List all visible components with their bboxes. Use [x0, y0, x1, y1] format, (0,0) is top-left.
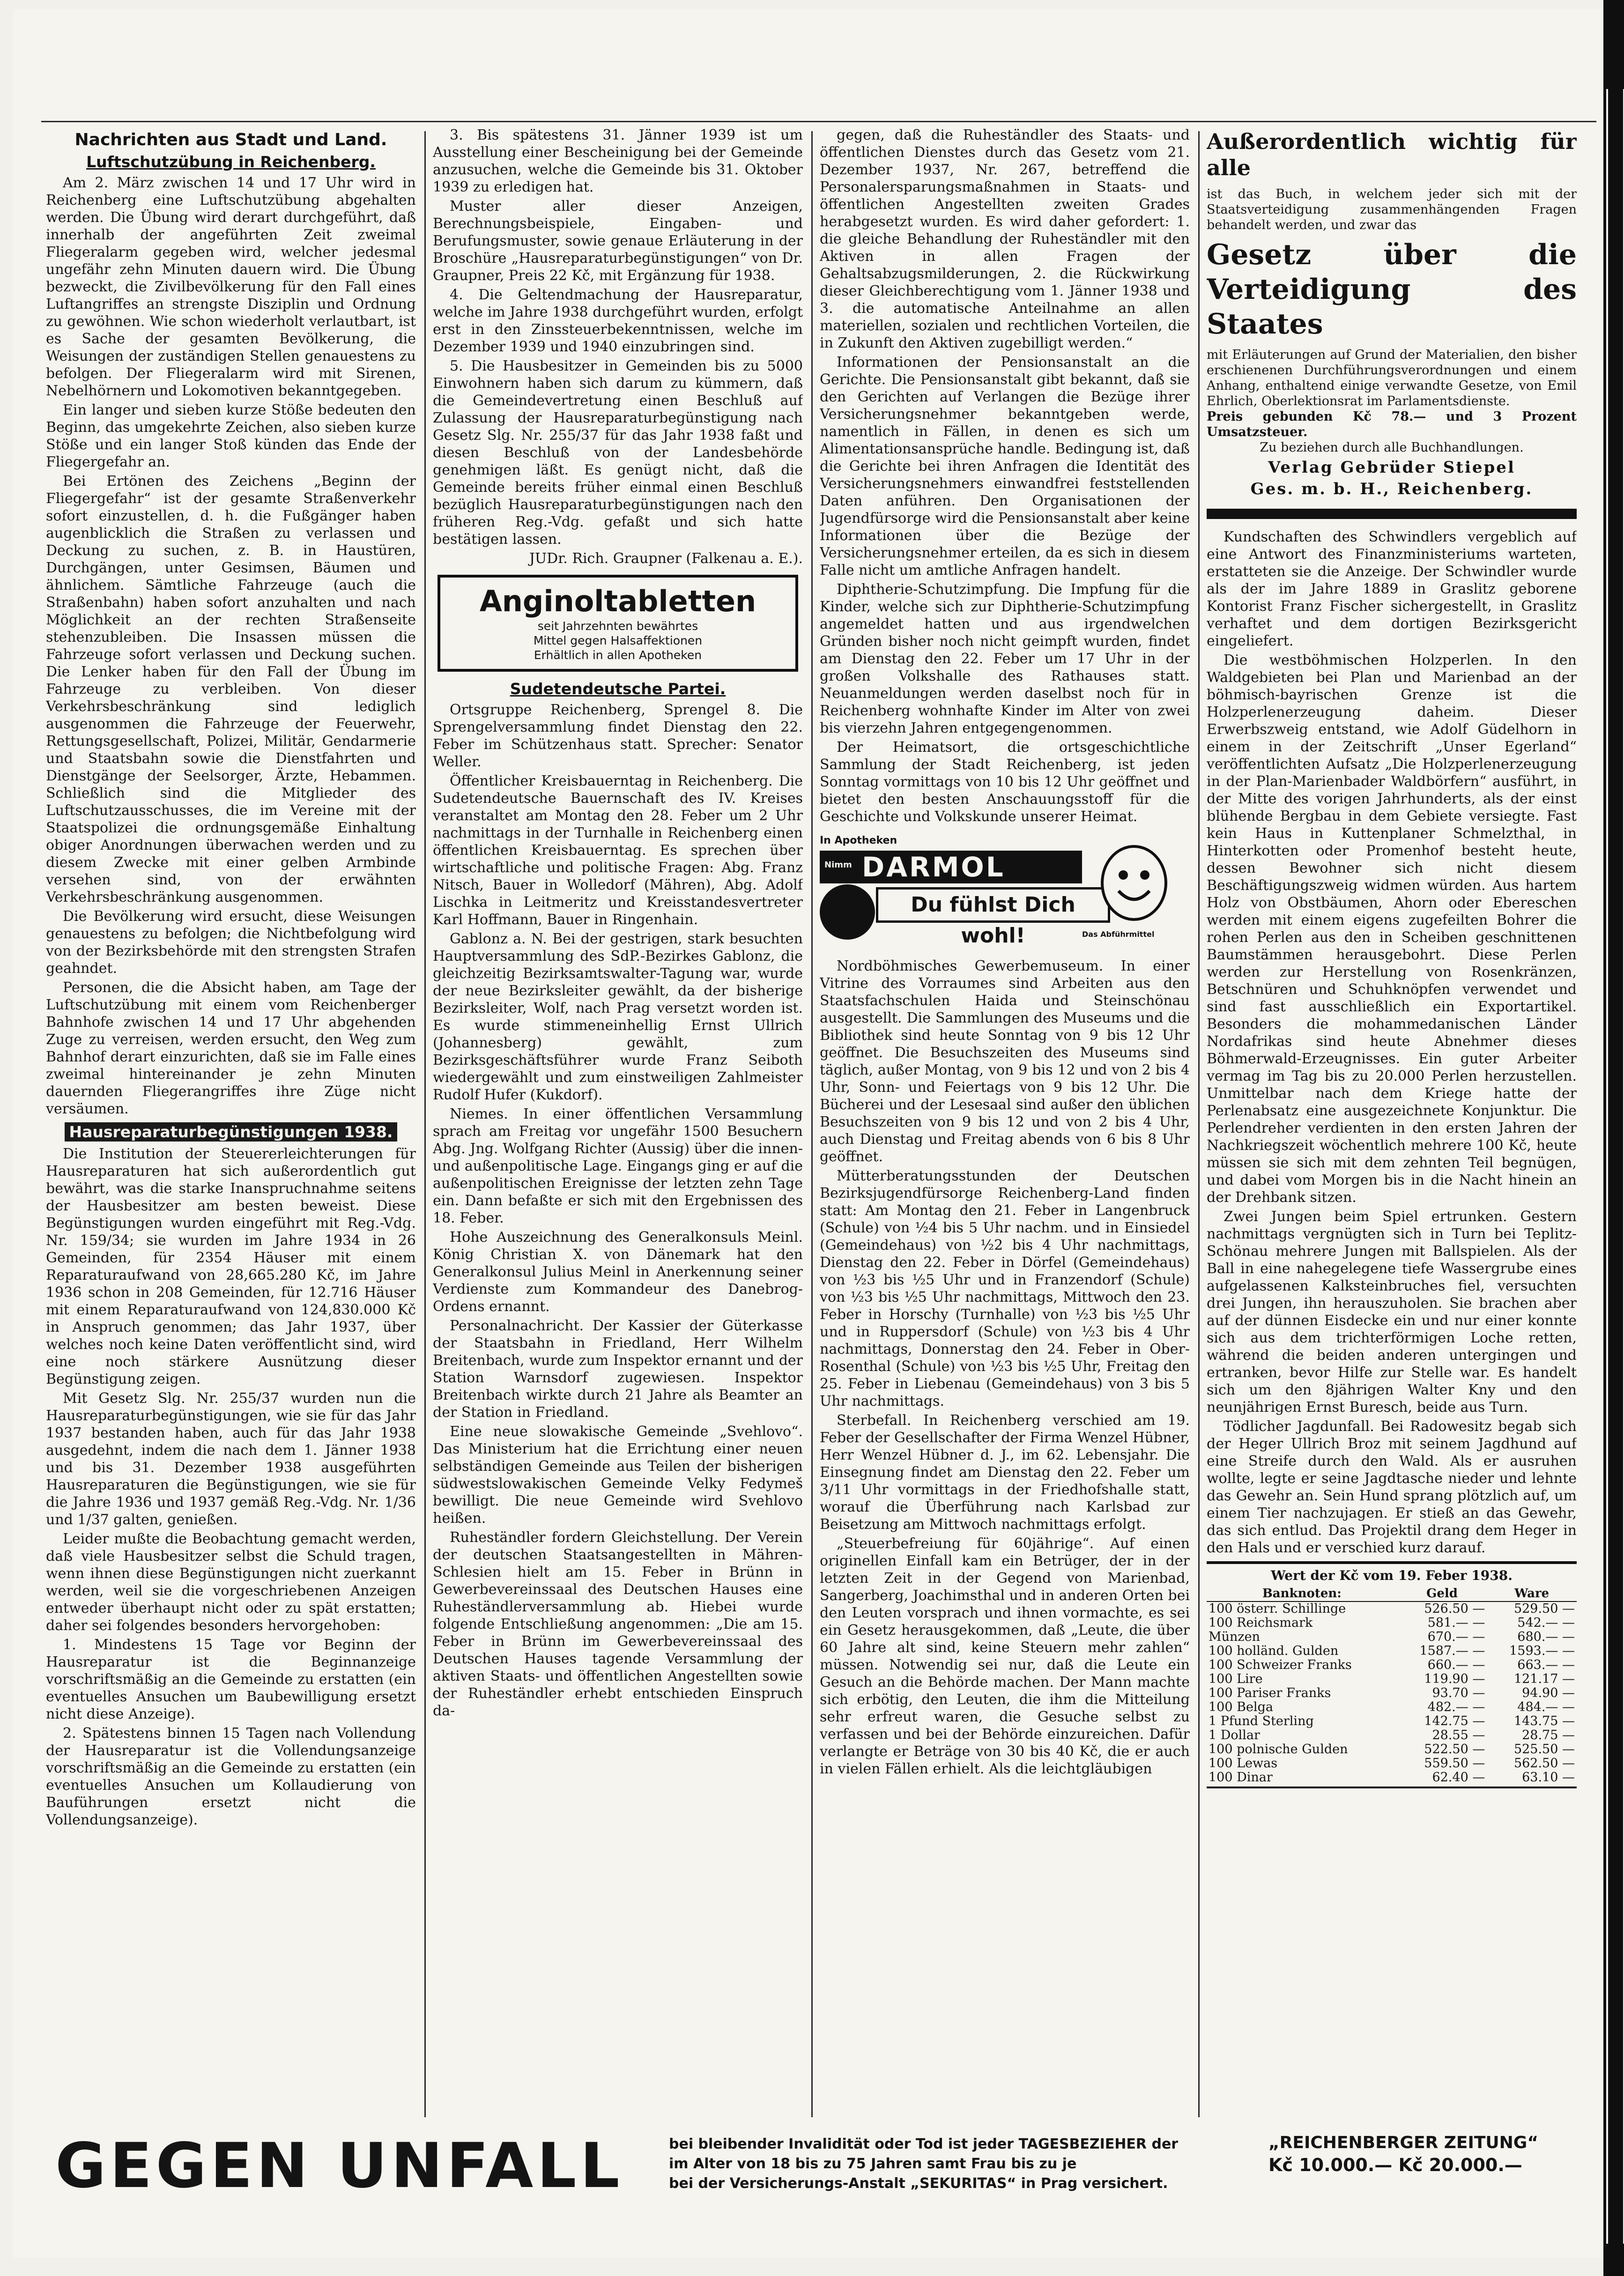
buy-rate: 142.75 — [1424, 1714, 1485, 1728]
article-heading-text: Hausreparaturbegünstigungen 1938. [65, 1122, 398, 1142]
article-paragraph: Die westböhmischen Holzperlen. In den Waldgebieten bei Plan und Marienbad an der böhmisch-bayrischen Grenze ist die Holzperlenerzeugung daheim. Dieser Erwerbszweig entstand, wie Adolf Güdelhorn in einem in der Zeitschrift „Unser Egerland“ veröffentlichten Aufsatz „Die Holzperlenerzeugung in der Plan-Marienbader Waldbörfern“ ausführt, in der Mitte des vorigen Jahrhunderts, als der einst blühende Bergbau in dem Gebiete versiegte. Fast kein Haus in Kuttenplaner Schmelzthal, in Hinterkotten oder Promenhof besteht heute, dessen Bewohner sich nicht diesem Beschäftigungszweig widmen würden. Aus hartem Holz von Obstbäumen, Ahorn oder Ebereschen werden mit einem eigens zugefeilten Bohrer die rohen Perlen aus den in Scheiben geschnittenen Baumstämmen herausgebohrt. Diese Perlen werden zur Herstellung von Rosenkränzen, Betschnüren und Schuhknöpfen verwendet und sind fast ausschließlich ein Exportartikel. Besonders die mohammedanischen Länder Nordafrikas sind heute Abnehmer dieses Böhmerwald-Erzeugnisses. Ein guter Arbeiter vermag im Tag bis zu 20.000 Perlen herzustellen. Unmittelbar nach dem Kriege hatte der Perlenabsatz eine ausgezeichnete Konjunktur. Die Perlendreher verdienten in den ersten Jahren der Nachkriegszeit wöchentlich mehrere 100 Kč, heute müssen sie sich mit dem zehnten Teil begnügen, und dabei vom Morgen bis in die Nacht hinein an der Drehbank sitzen. [1207, 652, 1577, 1206]
darmol-advertisement [820, 832, 1190, 949]
exchange-rate-row [1207, 1728, 1577, 1742]
buy-rate: 62.40 — [1432, 1770, 1485, 1785]
article-paragraph: Ruheständler fordern Gleichstellung. Der Verein der deutschen Staatsangestellten in Mähren-Schlesien hielt am 15. Feber in Brünn in Gewerbevereinssaal des Deutschen Hauses eine Ruheständlerversammlung ab. Hiebei wurde folgende Entschließung angenommen: „Die am 15. Feber in Brünn im Gewerbevereinssaal des Deutschen Hauses tagende Versammlung der aktiven Staats- und öffentlichen Angestellten sowie der Ruheständler erhebt entschieden Einspruch da- [433, 1529, 803, 1719]
article-paragraph: Bei Ertönen des Zeichens „Beginn der Fliegergefahr“ ist der gesamte Straßenverkehr sofort einzustellen, d. h. die Fußgänger haben augenblicklich die Straßen zu verlassen und Deckung zu suchen, z. B. in Haustüren, Durchgängen, unter Gesimsen, Bäumen und ähnlichem. Sämtliche Fahrzeuge (auch die Straßenbahn) haben sofort anzuhalten und nach Möglichkeit an der rechten Straßenseite stehenzubleiben. Die Insassen müssen die Fahrzeuge sofort verlassen und Deckung suchen. Die Lenker haben für den Fall der Übung im Fahrzeuge zu verbleiben. Von dieser Verkehrsbeschränkung sind lediglich ausgenommen die Fahrzeuge der Feuerwehr, Rettungsgesellschaft, Polizei, Militär, Gendarmerie und Staatsbahn sowie die Dienstfahrten und Dienstgänge der Seelsorger, Ärzte, Hebammen. Schließlich sind die Mitglieder des Luftschutzausschusses, die im Vereine mit der Staatspolizei die ordnungsgemäße Einhaltung obiger Anordnungen überwachen werden und zu diesem Zwecke mit einer gelben Armbinde versehen sind, von der erwähnten Verkehrsbeschränkung ausgenommen. [46, 473, 416, 905]
article-paragraph: Mütterberatungsstunden der Deutschen Bezirksjugendfürsorge Reichenberg-Land finden statt: Am Montag den 21. Feber in Langenbruck (Schule) von ½4 bis 5 Uhr nachm. und in Einsiedel (Gemeindehaus) von ½2 bis 4 Uhr nachmittags, Dienstag den 22. Feber in Dörfel (Gemeindehaus) von ½3 bis ½5 Uhr und in Franzendorf (Schule) von ½3 bis ½5 Uhr nachmittags, Mittwoch den 23. Feber in Horschy (Turnhalle) von ½3 bis ½5 Uhr und in Ruppersdorf (Schule) von ½3 bis 4 Uhr nachmittags, Donnerstag den 24. Feber in Ober-Rosenthal (Schule) von ½3 bis ½5 Uhr, Freitag den 25. Feber in Liebenau (Gemeindehaus) von 3 bis 5 Uhr nachmittags. [820, 1168, 1190, 1409]
exchange-rates-table [1207, 1586, 1577, 1785]
newspaper-name: „REICHENBERGER ZEITUNG“ [1268, 2133, 1538, 2152]
book-price: Preis gebunden Kč 78.— und 3 Prozent Umsatzsteuer. [1207, 409, 1577, 439]
article-heading [46, 1122, 416, 1142]
section-heading: Nachrichten aus Stadt und Land. [74, 130, 387, 149]
article-paragraph: Sterbefall. In Reichenberg verschied am 19. Feber der Gesellschafter der Firma Wenzel Hübner, Herr Wenzel Hübner d. J., im 62. Lebensjahr. Die Einsegnung findet am Dienstag den 22. Feber um 3/11 Uhr vormittags in der Friedhofshalle statt, worauf die Überführung nach Karlsbad zur Beisetzung am Mittwoch nachmittags erfolgt. [820, 1412, 1190, 1533]
column-1 [46, 126, 416, 2122]
exchange-rate-row [1207, 1686, 1577, 1700]
article-paragraph: Eine neue slowakische Gemeinde „Svehlovo“. Das Ministerium hat die Errichtung einer neuen selbständigen Gemeinde aus Teilen der bisherigen südwestslowakischen Gemeinde Velky Fedymeš bewilligt. Die neue Gemeinde wird Svehlovo heißen. [433, 1423, 803, 1527]
ad-slogan: Du fühlst Dich wohl! [876, 887, 1110, 923]
ad-product-name: Anginoltabletten [479, 584, 756, 618]
sell-rate: 143.75 — [1513, 1714, 1575, 1728]
column-header: Ware [1487, 1586, 1577, 1601]
article-paragraph: Kundschaften des Schwindlers vergeblich auf eine Antwort des Finanzministeriums warteten, erstatteten sie die Anzeige. Der Schwindler wurde als der im Jahre 1889 in Graslitz geborene Kontorist Franz Fischer sichergestellt, in Graslitz verhaftet und dem dortigen Bezirksgericht eingeliefert. [1207, 529, 1577, 649]
sell-rate: 663.— — [1517, 1658, 1575, 1672]
currency-name: 100 holländ. Gulden [1209, 1644, 1339, 1658]
newspaper-page [13, 9, 1603, 2258]
article-paragraph: Mit Gesetz Slg. Nr. 255/37 wurden nun die Hausreparaturbegünstigungen, wie sie für das Jahr 1937 bestanden haben, auch für das Jahr 1938 ausgedehnt, indem die nach dem 1. Jänner 1938 und bis 31. Dezember 1938 ausgeführten Hausreparaturen die Begünstigungen, wie sie für die Jahre 1936 und 1937 gemäß Reg.-Vdg. Nr. 1/36 und 1/37 galten, genießen. [46, 1390, 416, 1528]
publisher-address: Ges. m. b. H., Reichenberg. [1250, 480, 1533, 498]
article-paragraph: Tödlicher Jagdunfall. Bei Radowesitz begab sich der Heger Ullrich Broz mit seinem Jagdhund auf eine Streife durch den Wald. Als er ausruhen wollte, legte er seine Jagdtasche nieder und lehnte das Gewehr an. Sein Hund sprang plötzlich auf, um einem Tier nachzujagen. Er stieß an das Gewehr, das sich entlud. Das Projektil drang dem Heger in den Hals und er verschied kurz darauf. [1207, 1418, 1577, 1556]
exchange-rate-row [1207, 1672, 1577, 1686]
buy-rate: 559.50 — [1424, 1756, 1485, 1771]
book-advert-heading: Außerordentlich wichtig für alle [1207, 129, 1577, 180]
sell-rate: 525.50 — [1513, 1742, 1575, 1757]
page-edge-bar [1606, 89, 1624, 2244]
buy-rate: 522.50 — [1424, 1742, 1485, 1757]
article-paragraph: Zwei Jungen beim Spiel ertrunken. Gestern nachmittags vergnügten sich in Turn bei Teplitz-Schönau mehrere Jungen mit Ballspielen. Als der Ball in eine nahegelegene tiefe Wassergrube eines aufgelassenen Kalksteinbruches fiel, versuchten drei Jungen, ihn herauszuholen. Sie brachen aber auf der dünnen Eisdecke ein und nur einer konnte sich aus dem trichterförmigen Loche retten, während die beiden anderen untergingen und ertranken, bevor Hilfe zur Stelle war. Es handelt sich um den 8jährigen Walter Kny und den neunjährigen Ernst Buresch, beide aus Turn. [1207, 1208, 1577, 1416]
article-heading: Luftschutzübung in Reichenberg. [86, 153, 376, 171]
article-paragraph: Leider mußte die Beobachtung gemacht werden, daß viele Hausbesitzer selbst die Schuld tragen, wenn ihnen diese Begünstigungen nicht zuerkannt werden, weil sie die vorgeschriebenen Anzeigen entweder überhaupt nicht oder zu spät erstatten; daher sei folgendes besonders hervorgehoben: [46, 1531, 416, 1634]
currency-name: 1 Pfund Sterling [1209, 1714, 1314, 1728]
book-advert-intro: ist das Buch, in welchem jeder sich mit der Staatsverteidigung zusammenhängenden Fragen behandelt werden, und zwar das [1207, 187, 1577, 232]
sell-rate: 529.50 — [1513, 1601, 1575, 1616]
article-paragraph: Ein langer und sieben kurze Stöße bedeuten den Beginn, das umgekehrte Zeichen, also sieben kurze Stöße und ein langer Stoß künden das Ende der Fliegergefahr an. [46, 402, 416, 470]
ad-line: Das Abführmittel [1082, 930, 1155, 939]
page-edge [1603, 0, 1624, 2276]
ad-product-name: DARMOL [820, 851, 1082, 883]
exchange-rate-row [1207, 1714, 1577, 1728]
exchange-rate-row [1207, 1700, 1577, 1714]
currency-name: 100 Dinar [1209, 1770, 1273, 1785]
article-paragraph: Niemes. In einer öffentlichen Versammlung sprach am Freitag vor ungefähr 1500 Besuchern Abg. Jng. Wolfgang Richter (Aussig) über die innen- und außenpolitische Lage. Eingangs ging er auf die außenpolitischen Ereignisse der letzten zehn Tage ein. Dann befaßte er sich mit den Ergebnissen des 18. Feber. [433, 1106, 803, 1226]
ad-line: Erhältlich in allen Apotheken [534, 648, 702, 662]
exchange-rate-row [1207, 1644, 1577, 1658]
exchange-rates-box [1207, 1561, 1577, 1788]
banner-headline: GEGEN UNFALL [55, 2130, 623, 2202]
buy-rate: 28.55 — [1432, 1728, 1485, 1742]
article-paragraph: Die Bevölkerung wird ersucht, diese Weisungen genauestens zu befolgen; die Nichtbefolgung wird von der Bezirksbehörde mit den strengsten Strafen geahndet. [46, 908, 416, 977]
column-2 [433, 126, 803, 2122]
exchange-rate-row [1207, 1601, 1577, 1616]
sell-rate: 680.— — [1517, 1630, 1575, 1644]
pill-icon [820, 884, 875, 940]
top-rule [41, 121, 1596, 122]
insurance-banner [41, 2131, 1601, 2202]
buy-rate: 526.50 — [1424, 1601, 1485, 1616]
column-rule [811, 131, 813, 2117]
ad-line: Mittel gegen Halsaffektionen [533, 634, 703, 647]
currency-name: 100 Pariser Franks [1209, 1686, 1331, 1700]
exchange-rate-row [1207, 1771, 1577, 1785]
article-paragraph: Am 2. März zwischen 14 und 17 Uhr wird in Reichenberg eine Luftschutzübung abgehalten werden. Die Übung wird derart durchgeführt, daß innerhalb der angeführten Zeit zweimal Fliegeralarm gegeben wird, welcher jedesmal ungefähr zehn Minuten dauern wird. Die Übung bezweckt, die Zivilbevölkerung für den Fall eines Luftangriffes an strengste Disziplin und Ordnung zu gewöhnen. Wie schon wiederholt verlautbart, ist es Sache der gesamten Bevölkerung, die Weisungen der zuständigen Stellen genauestens zu befolgen. Der Fliegeralarm wird mit Sirenen, Nebelhörnern und Lokomotiven bekanntgegeben. [46, 175, 416, 399]
article-paragraph: 3. Bis spätestens 31. Jänner 1939 ist um Ausstellung einer Bescheinigung bei der Gemeinde anzusuchen, welche die Gemeinde bis 31. Oktober 1939 zu erledigen hat. [433, 127, 803, 195]
column-3 [820, 126, 1190, 2122]
smiling-face-icon [1101, 845, 1167, 921]
book-title: Gesetz über die Verteidigung des Staates [1207, 238, 1577, 341]
buy-rate: 581.— — [1427, 1616, 1485, 1630]
sell-rate: 1593.— — [1509, 1644, 1575, 1658]
article-heading: Sudetendeutsche Partei. [510, 680, 726, 698]
currency-name: 100 polnische Gulden [1209, 1742, 1348, 1757]
exchange-rate-row [1207, 1630, 1577, 1644]
article-paragraph: Diphtherie-Schutzimpfung. Die Impfung für die Kinder, welche sich zur Diphtherie-Schutzimpfung angemeldet hatten und aus irgendwelchen Gründen bisher noch nicht geimpft wurden, findet am Dienstag den 22. Feber um 17 Uhr in der großen Volkshalle des Rathauses statt. Neuanmeldungen werden daselbst noch für in Reichenberg wohnhafte Kinder im Alter von zwei bis vierzehn Jahren entgegengenommen. [820, 581, 1190, 736]
section-divider [1207, 509, 1577, 519]
article-paragraph: Muster aller dieser Anzeigen, Berechnungsbeispiele, Eingaben- und Berufungsmuster, sowie genaue Erläuterung in der Broschüre „Hausreparaturbegünstigungen“ von Dr. Graupner, Preis 22 Kč, mit Ergänzung für 1938. [433, 198, 803, 284]
exchange-rates-rows [1207, 1601, 1577, 1785]
currency-name: Münzen [1209, 1630, 1261, 1644]
publisher-name: Verlag Gebrüder Stiepel [1268, 458, 1515, 477]
buy-rate: 660.— — [1427, 1658, 1485, 1672]
article-paragraph: Personen, die die Absicht haben, am Tage der Luftschutzübung mit einem vom Reichenberger Bahnhofe zwischen 14 und 17 Uhr abgehenden Zuge zu verreisen, werden ersucht, den Weg zum Bahnhof derart einzurichten, daß sie im Falle eines zweimal hintereinander je zehn Minuten dauernden Fliegerangriffes ihre Züge nicht versäumen. [46, 979, 416, 1117]
sell-rate: 562.50 — [1513, 1756, 1575, 1771]
article-paragraph: Gablonz a. N. Bei der gestrigen, stark besuchten Hauptversammlung des SdP.-Bezirkes Gablonz, die gleichzeitig Bezirksamtswalter-Tagung war, wurde der neue Bezirksleiter gewählt, da der bisherige Bezirksleiter, Wolf, nach Prag versetzt worden ist. Es wurde stimmeneinhellig Ernst Ullrich (Johannesberg) gewählt, zum Bezirksgeschäftsführer wurde Franz Seiboth wiedergewählt und zum einstweiligen Zahlmeister Rudolf Hufer (Kukdorf). [433, 931, 803, 1103]
sell-rate: 28.75 — [1522, 1728, 1575, 1742]
exchange-rate-row [1207, 1757, 1577, 1771]
banner-line: bei der Versicherungs-Anstalt „SEKURITAS“ in Prag versichert. [669, 2175, 1168, 2192]
article-paragraph: 5. Die Hausbesitzer in Gemeinden bis zu 5000 Einwohnern haben sich darum zu kümmern, daß die Gemeindevertretung einen Beschluß auf Zulassung der Hausreparaturbegünstigung nach Gesetz Slg. Nr. 255/37 für das Jahr 1938 faßt und diesen Beschluß von der Landesbehörde genehmigen läßt. Es genügt nicht, daß die Gemeinde bereits früher einmal einen Beschluß bezüglich Hausreparaturbegünstigungen nach den früheren Reg.-Vdg. gefaßt und sich hatte bestätigen lassen. [433, 358, 803, 548]
exchange-rate-row [1207, 1742, 1577, 1757]
sell-rate: 542.— — [1517, 1616, 1575, 1630]
column-header: Banknoten: [1207, 1586, 1397, 1601]
buy-rate: 93.70 — [1432, 1686, 1485, 1700]
article-paragraph: „Steuerbefreiung für 60jährige“. Auf einen originellen Einfall kam ein Betrüger, der in der letzten Zeit in der Gegend von Marienbad, Sangerberg, Joachimsthal und in anderen Orten bei den Leuten vorsprach und ihnen vormachte, es sei ein Gesetz herausgekommen, daß „Leute, die über 60 Jahre alt sind, keine Steuern mehr zahlen“ müssen. Notwendig sei nur, daß die Leute ein Gesuch an die Behörde machen. Der Mann machte sich erbötig, den Leuten, die ihm die Mitteilung sehr erfreut waren, die Gesuche selbst zu verfassen und bei der Behörde einzureichen. Dafür verlangte er Beträge von 30 bis 40 Kč, die er auch in vielen Fällen erhielt. Als die leichtgläubigen [820, 1535, 1190, 1777]
ad-line: seit Jahrzehnten bewährtes [537, 619, 698, 633]
buy-rate: 1587.— — [1419, 1644, 1485, 1658]
column-rule [424, 131, 426, 2117]
article-paragraph: Die Institution der Steuererleichterungen für Hausreparaturen hat sich außerordentlich gut bewährt, was die starke Inanspruchnahme seitens der Hausbesitzer am besten beweist. Diese Begünstigungen wurden eingeführt mit Reg.-Vdg. Nr. 159/34; sie wurden im Jahre 1934 in 26 Gemeinden, für 2354 Häuser mit einem Reparaturaufwand von 28,665.280 Kč, im Jahre 1936 schon in 208 Gemeinden, für 12.716 Häuser mit einem Reparaturaufwand von 124,830.000 Kč in Anspruch genommen; das Jahr 1937, über welches noch keine Daten veröffentlicht sind, wird eine noch stärkere Ausnützung dieser Begünstigung zeigen. [46, 1146, 416, 1387]
column-header: Geld [1397, 1586, 1487, 1601]
banner-line: im Alter von 18 bis zu 75 Jahren samt Frau bis zu je [669, 2156, 1077, 2172]
insured-sums: Kč 10.000.— Kč 20.000.— [1268, 2155, 1522, 2175]
currency-name: 100 Lewas [1209, 1756, 1278, 1771]
article-paragraph: 2. Spätestens binnen 15 Tagen nach Vollendung der Hausreparatur ist die Vollendungsanzeige vorschriftsmäßig an die Gemeinde zu erstatten (ein eventuelles Ansuchen um Kollaudierung von Bauführungen ersetzt nicht die Vollendungsanzeige). [46, 1725, 416, 1828]
buy-rate: 482.— — [1427, 1700, 1485, 1714]
exchange-rates-title: Wert der Kč vom 19. Feber 1938. [1271, 1568, 1513, 1583]
buy-rate: 119.90 — [1424, 1672, 1485, 1686]
currency-name: 100 Reichsmark [1209, 1616, 1313, 1630]
exchange-rate-row [1207, 1658, 1577, 1672]
sell-rate: 63.10 — [1522, 1770, 1575, 1785]
article-paragraph: Personalnachricht. Der Kassier der Güterkasse der Staatsbahn in Friedland, Herr Wilhelm Breitenbach, wurde zum Inspektor ernannt und der Station Warnsdorf zugewiesen. Inspektor Breitenbach wirkte durch 21 Jahre als Beamter an der Station in Friedland. [433, 1318, 803, 1421]
ad-line: Nimm [824, 860, 852, 870]
article-paragraph: Öffentlicher Kreisbauerntag in Reichenberg. Die Sudetendeutsche Bauernschaft des IV. Kreises veranstaltet am Montag den 28. Feber um 2 Uhr nachmittags in der Turnhalle in Reichenberg einen öffentlichen Kreisbauerntag. Es sprechen über wirtschaftliche und politische Fragen: Abg. Franz Nitsch, Bauer in Wolledorf (Mähren), Abg. Adolf Lischka in Leitmeritz und Kreisstandesvertreter Karl Hoffmann, Bauer in Ringenhain. [433, 773, 803, 928]
currency-name: 100 Lire [1209, 1672, 1263, 1686]
sell-rate: 484.— — [1517, 1700, 1575, 1714]
article-paragraph: 4. Die Geltendmachung der Hausreparatur, welche im Jahre 1938 durchgeführt wurden, erfolgt erst in den Zinssteuerbekenntnissen, welche im Dezember 1939 und 1940 einzubringen sind. [433, 287, 803, 355]
currency-name: 100 Belga [1209, 1700, 1273, 1714]
sell-rate: 121.17 — [1513, 1672, 1575, 1686]
book-description: mit Erläuterungen auf Grund der Materialien, den bisher erschienenen Durchführungsverordnungen und einem Anhang, enthaltend einige verwandte Gesetze, von Emil Ehrlich, Oberlektionsrat im Parlamentsdienste. [1207, 348, 1577, 408]
column-4 [1207, 126, 1577, 2122]
article-paragraph: Nordböhmisches Gewerbemuseum. In einer Vitrine des Vorraumes sind Arbeiten aus den Staatsfachschulen Haida und Steinschönau ausgestellt. Die Sammlungen des Museums und die Bibliothek sind heute Sonntag von 9 bis 12 Uhr geöffnet. Die Besuchszeiten des Museums sind täglich, außer Montag, von 9 bis 12 und von 2 bis 4 Uhr, Sonn- und Feiertags von 9 bis 12 Uhr. Die Bücherei und der Lesesaal sind außer den üblichen Besuchszeiten von 9 bis 12 und von 2 bis 4 Uhr, auch Dienstag und Freitag abends von 6 bis 8 Uhr geöffnet. [820, 958, 1190, 1165]
column-rule [1198, 131, 1200, 2117]
currency-name: 1 Dollar [1209, 1728, 1260, 1742]
anginol-advertisement [438, 575, 798, 672]
article-paragraph: Ortsgruppe Reichenberg, Sprengel 8. Die Sprengelversammlung findet Dienstag den 22. Feber im Schützenhaus statt. Sprecher: Senator Weller. [433, 702, 803, 770]
ad-line: In Apotheken [820, 835, 897, 846]
currency-name: 100 Schweizer Franks [1209, 1658, 1352, 1672]
book-availability: Zu beziehen durch alle Buchhandlungen. [1260, 440, 1524, 455]
article-paragraph: Der Heimatsort, die ortsgeschichtliche Sammlung der Stadt Reichenberg, ist jeden Sonntag vormittags von 10 bis 12 Uhr geöffnet und bietet den besten Anschauungsstoff für die Geschichte und Volkskunde unserer Heimat. [820, 739, 1190, 825]
banner-line: bei bleibender Invalidität oder Tod ist jeder TAGESBEZIEHER der [669, 2136, 1179, 2152]
article-paragraph: 1. Mindestens 15 Tage vor Beginn der Hausreparatur ist die Beginnanzeige vorschriftsmäßig an die Gemeinde zu erstatten (ein eventuelles Ansuchen um Baubewilligung ersetzt nicht diese Anzeige). [46, 1637, 416, 1722]
author-signature: JUDr. Rich. Graupner (Falkenau a. E.). [529, 550, 803, 567]
currency-name: 100 österr. Schillinge [1209, 1601, 1346, 1616]
article-paragraph: Informationen der Pensionsanstalt an die Gerichte. Die Pensionsanstalt gibt bekannt, daß sie den Gerichten auf Verlangen die Bezüge ihrer Versicherungsnehmer bekanntgeben werde, namentlich in Fällen, in denen es sich um Alimentationsansprüche handle. Bedingung ist, daß die Gerichte bei ihren Anfragen die Identität des Versicherungsnehmers einwandfrei feststellenden Daten anführen. Den Organisationen der Jugendfürsorge wird die Pensionsanstalt aber keine Informationen über die Bezüge der Versicherungsnehmer erteilen, da es sich in diesem Falle nicht um amtliche Anfragen handelt. [820, 354, 1190, 578]
sell-rate: 94.90 — [1522, 1686, 1575, 1700]
exchange-rate-row [1207, 1616, 1577, 1630]
article-paragraph: Hohe Auszeichnung des Generalkonsuls Meinl. König Christian X. von Dänemark hat den Generalkonsul Julius Meinl in Anerkennung seiner Verdienste zum Kommandeur des Danebrog-Ordens ernannt. [433, 1229, 803, 1315]
article-paragraph: gegen, daß die Ruheständler des Staats- und öffentlichen Dienstes durch das Gesetz vom 21. Dezember 1937, Nr. 267, betreffend die Personalersparungsmaßnahmen in Staats- und öffentlichen Angestellten zweiten Grades herabgesetzt wurden. Es wird daher gefordert: 1. die gleiche Behandlung der Ruheständler mit den Aktiven in allen Fragen der Gehaltsabzugsmilderungen, 2. die Rückwirkung dieser Gleichberechtigung vom 1. Jänner 1938 und 3. die automatische Anteilnahme an allen materiellen, sozialen und rechtlichen Vorteilen, die in Zukunft den Aktiven zugebilligt werden.“ [820, 127, 1190, 351]
buy-rate: 670.— — [1427, 1630, 1485, 1644]
